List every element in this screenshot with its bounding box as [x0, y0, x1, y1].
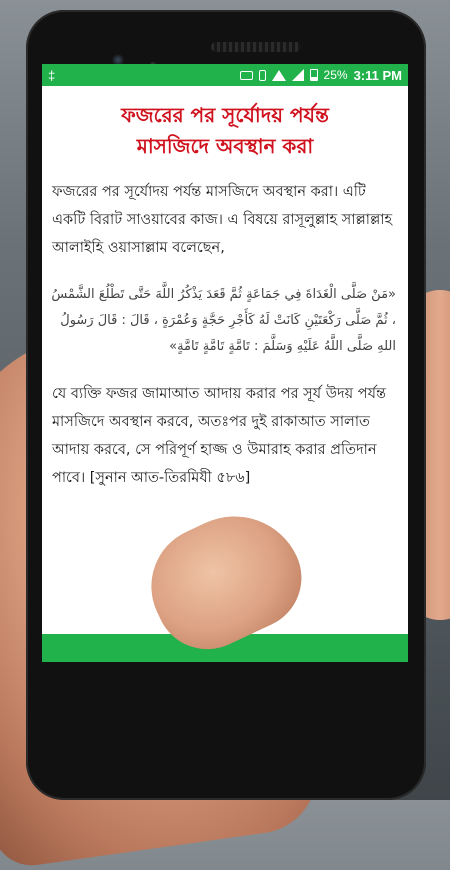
battery-icon	[310, 69, 318, 81]
vibrate-icon	[259, 70, 266, 81]
status-bar	[42, 64, 408, 86]
signal-icon	[292, 69, 304, 81]
cast-icon	[240, 71, 253, 80]
earpiece-speaker	[211, 42, 301, 52]
intro-paragraph: ফজরের পর সূর্যোদয় পর্যন্ত মাসজিদে অবস্থান করা। এটি একটি বিরাট সাওয়াবের কাজ। এ বিষয়ে রাসূলুল্লাহ সাল্লাল্লাহ আলাইহি ওয়াসাল্লাম বলেছেন,	[52, 184, 393, 256]
hadith-translation: যে ব্যক্তি ফজর জামাআত আদায় করার পর সূর্য উদয় পর্যন্ত মাসজিদে অবস্থান করবে, অতঃপর দুই রাকাআত সালাত আদায় করবে, সে পরিপূর্ণ হাজ্জ ও উমারাহ করার প্রতিদান পাবে। [সুনান আত-তিরমিযী ৫৮৬]	[52, 386, 386, 486]
wifi-icon	[272, 70, 286, 81]
usb-icon	[48, 69, 60, 81]
article-title	[48, 100, 402, 162]
clock-time: 3:11 PM	[353, 67, 402, 83]
article-title-line2: মাসজিদে অবস্থান করা	[136, 134, 314, 158]
article-title-line1: ফজরের পর সূর্যোদয় পর্যন্ত	[121, 103, 329, 127]
hadith-arabic: «مَنْ صَلَّى الْغَدَاةَ فِي جَمَاعَةٍ ثُمَّ قَعَدَ يَذْكُرُ اللَّهَ حَتَّى تَطْلُعَ الشَّمْسُ ، ثُمَّ صَلَّى رَكْعَتَيْنِ كَانَتْ لَهُ كَأَجْرِ حَجَّةٍ وَعُمْرَةٍ ، قَالَ : قَالَ رَسُولُ اللهِ صَلَّى اللَّهُ عَلَيْهِ وَسَلَّمَ : تَامَّةٍ تَامَّةٍ تَامَّةٍ»	[51, 287, 396, 354]
battery-percent: 25%	[323, 68, 348, 82]
